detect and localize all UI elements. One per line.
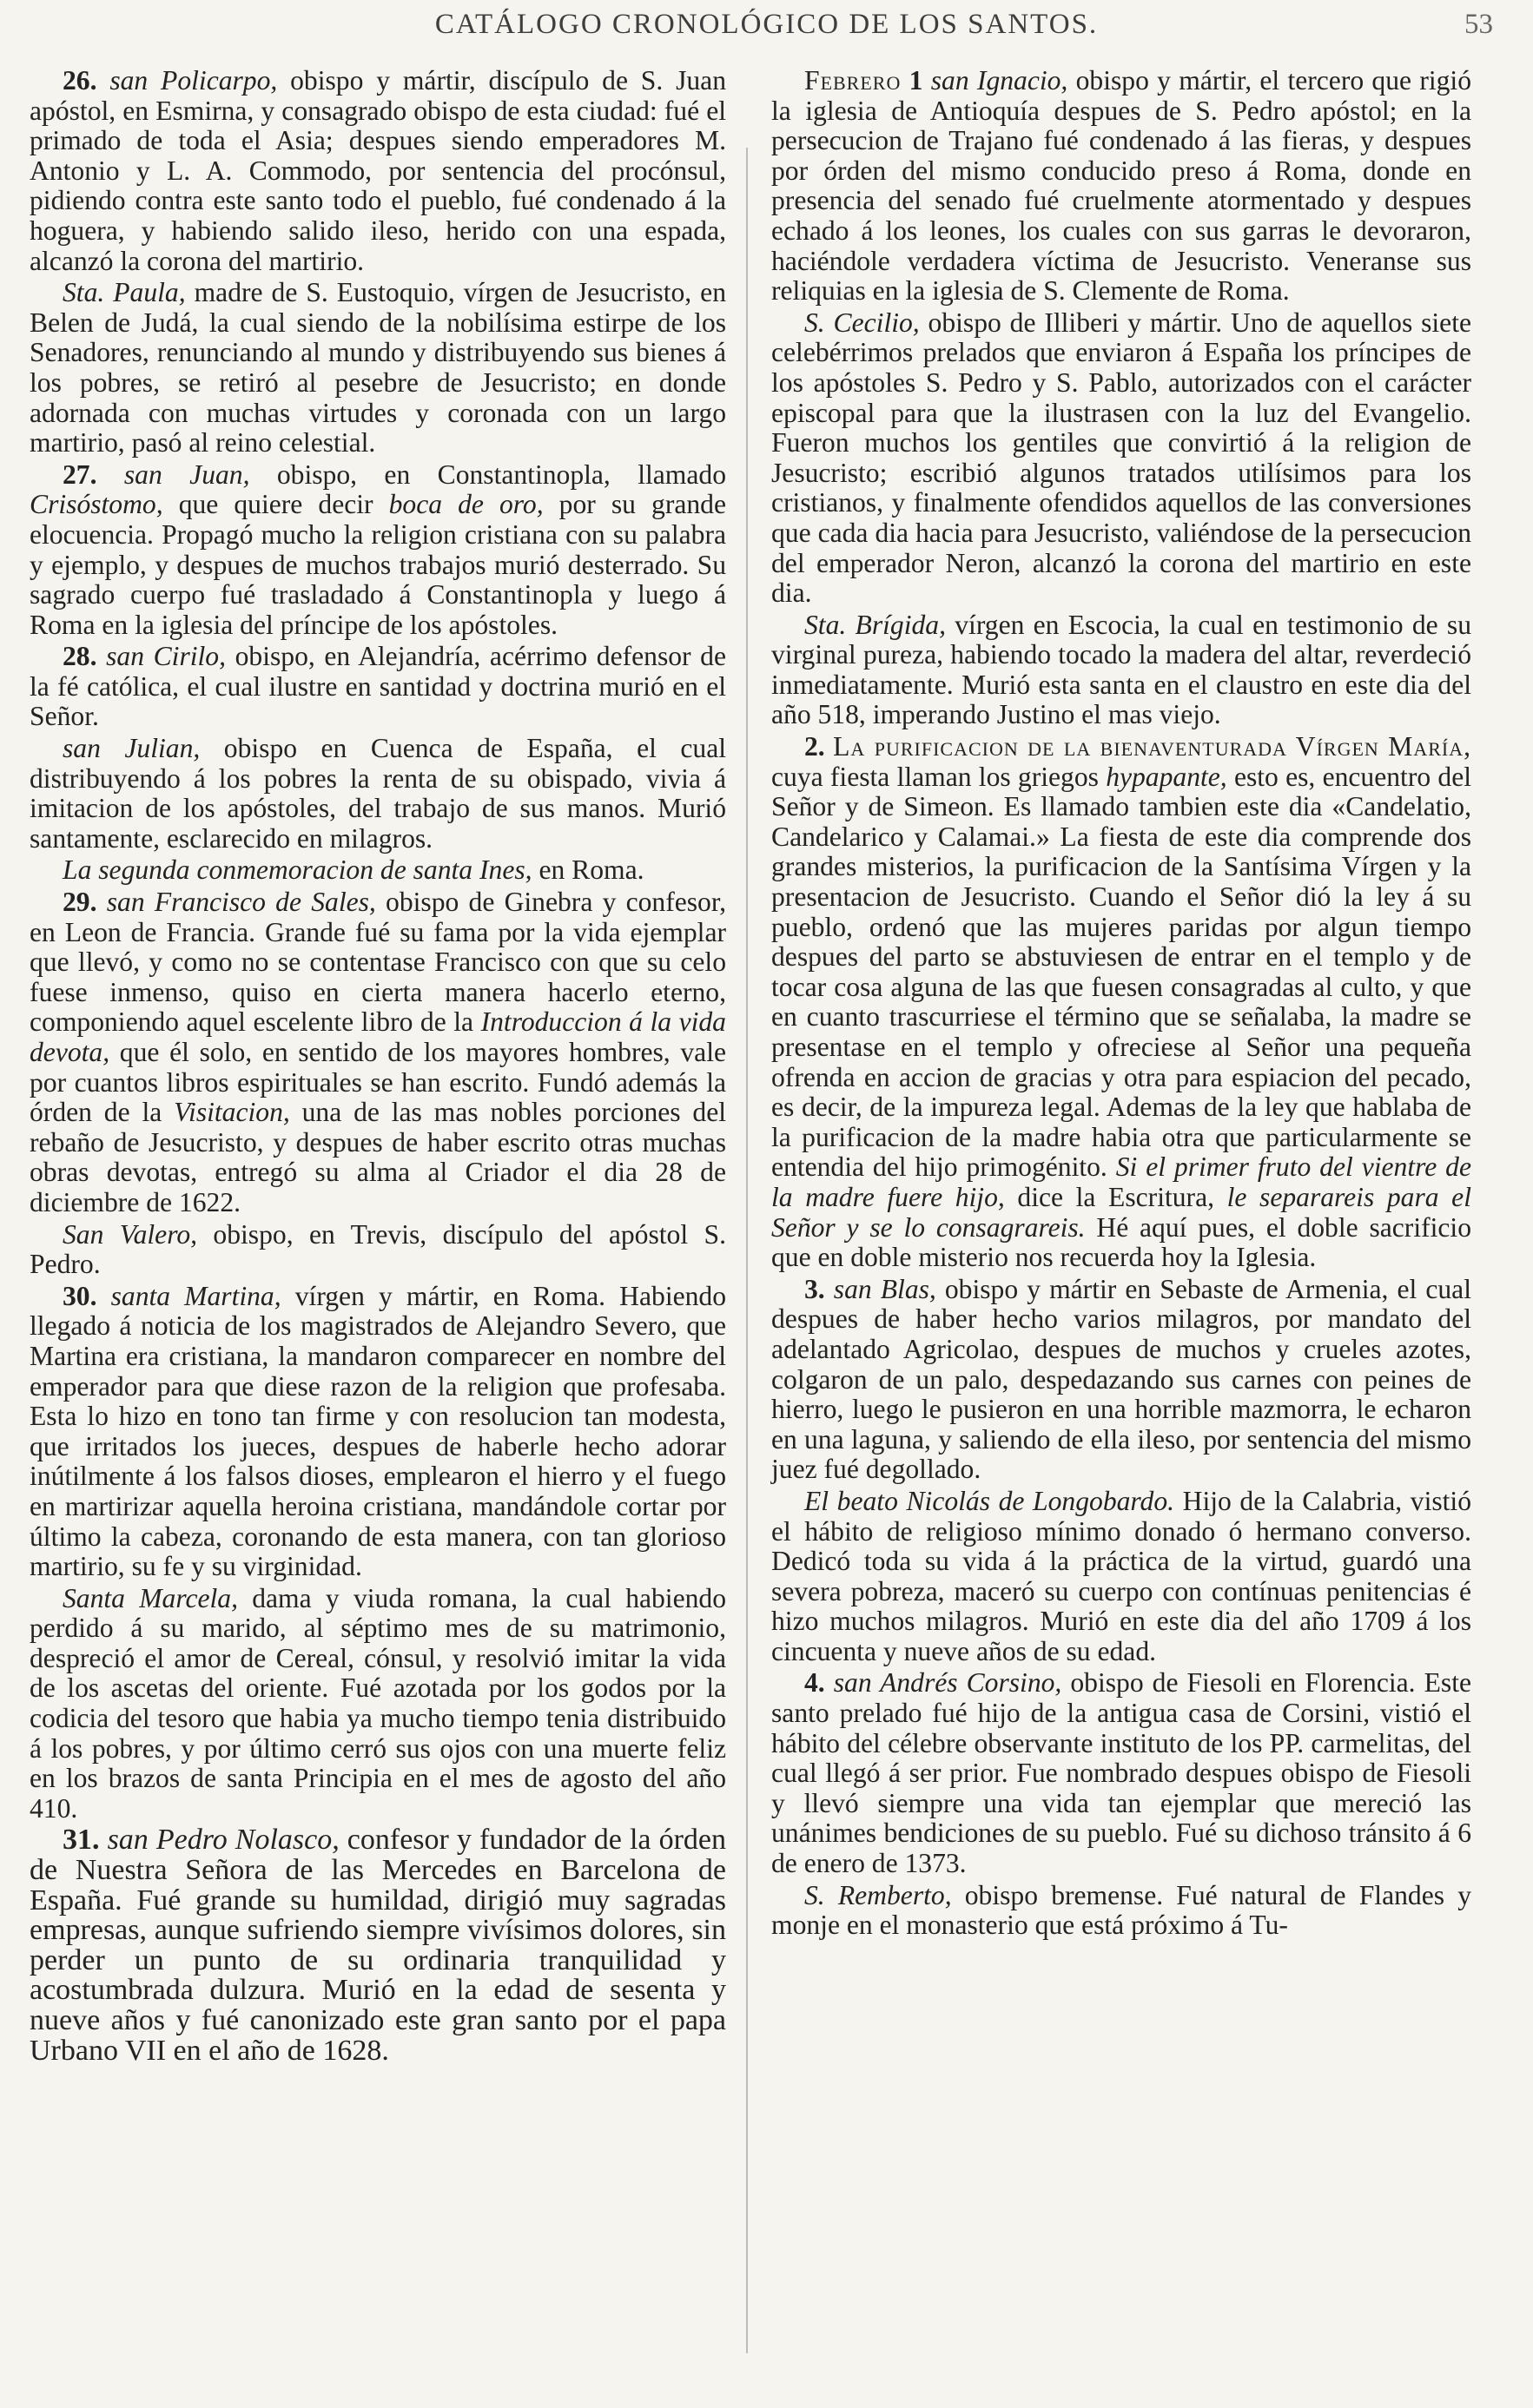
entry-26-policarpo xyxy=(30,66,726,276)
saint-name: La segunda conmemoracion de santa Ines, xyxy=(63,854,532,886)
entry-28-cirilo xyxy=(30,642,726,732)
entry-paula xyxy=(30,278,726,459)
saint-name: S. Remberto, xyxy=(804,1879,952,1910)
page-number: 53 xyxy=(1464,9,1493,40)
saint-name: san Policarpo, xyxy=(109,65,278,96)
saint-name: san Andrés Corsino, xyxy=(833,1667,1062,1699)
entry-text: obispo y mártir en Sebaste de Armenia, el cual despues de haber hecho varios milagros, por mandato del adelantado Agricolao, despues de muchos y crueles azotes, colgaron de un palo, despedazando sus carnes con peines de hierro, luego le pusieron en una horrible mazmorra, le echaron en una laguna, y saliendo de ella ileso, por sentencia del mismo juez fué degollado. xyxy=(771,1273,1471,1485)
entry-text: dice la Escritura, xyxy=(1004,1181,1227,1212)
entry-julian xyxy=(30,734,726,854)
saint-name: Sta. Brígida, xyxy=(804,609,946,640)
entry-brigida xyxy=(771,610,1471,730)
saint-name: san Francisco de Sales, xyxy=(106,887,376,918)
entry-27-juan xyxy=(30,460,726,641)
entry-text: obispo y mártir, el tercero que rigió la iglesia de Antioquía despues de S. Pedro apóstol; en la persecucion de Trajano fué condenado á las fieras, y despues por órden del mismo conducido preso á Roma, donde en presencia del senado fué cruelmente atormentado y despues echado á los leones, los cuales con sus garras le devoraron, haciéndole verdadera víctima de Jesucristo. Veneranse sus reliquias en la iglesia de S. Clemente de Roma. xyxy=(771,65,1472,307)
entry-text: por su grande elocuencia. Propagó mucho la religion cristiana con su palabra y ejemplo, y despues de muchos trabajos murió desterrado. Su sagrado cuerpo fué trasladado á Constantinopla y luego á Roma en la iglesia del príncipe de los apóstoles. xyxy=(30,489,726,640)
entry-feb-1-ignacio xyxy=(771,66,1471,307)
entry-text: obispo de Fiesoli en Florencia. Este santo prelado fué hijo de la antigua casa de Corsini, vistió el hábito del célebre observante instituto de los PP. carmelitas, del cual llegó á ser prior. Fue nombrado despues obispo de Fiesoli y llevó siempre una vida tan ejemplar que mereció las unánimes bendiciones de su pueblo. Fué su dichoso tránsito á 6 de enero de 1373. xyxy=(771,1667,1471,1879)
entry-day-number: 28. xyxy=(63,641,97,672)
entry-valero xyxy=(30,1220,726,1280)
entry-3-blas xyxy=(771,1275,1471,1485)
column-divider xyxy=(746,148,748,2353)
entry-text: obispo, en Constantinopla, llamado xyxy=(249,459,726,490)
entry-text: confesor y fundador de la órden de Nuestra Señora de las Mercedes en Barcelona de España. Fué grande su humildad, dirigió muy sagradas empresas, aunque sufriendo siempre vivísimos dolores, sin perder un punto de su ordinaria tranquilidad y acostumbrada dulzura. Murió en la edad de sesenta y nueve años y fué canonizado este gran santo por el papa Urbano VII en el año de 1628. xyxy=(30,1824,726,2067)
entry-day-number: 30. xyxy=(63,1280,97,1311)
saint-name: Sta. Paula, xyxy=(63,277,186,308)
entry-text: obispo, en Alejandría, acérrimo defensor de la fé católica, el cual ilustre en santidad y doctrina murió en el Señor. xyxy=(30,641,726,732)
entry-day-number: 31. xyxy=(63,1824,100,1857)
entry-text: que quiere decir xyxy=(162,489,389,520)
scripture-quote: le separareis para el Señor y se lo consagrareis. xyxy=(771,1181,1471,1243)
entry-30-martina xyxy=(30,1282,726,1582)
saint-name: san Julian, xyxy=(63,733,201,764)
entry-day-number: 3. xyxy=(804,1273,825,1304)
entry-text: Hé aquí pues, el doble sacrificio que en doble misterio nos recuerda hoy la Iglesia. xyxy=(771,1211,1471,1273)
entry-remberto xyxy=(771,1881,1471,1941)
entry-ines xyxy=(30,855,726,886)
entry-text: vírgen y mártir, en Roma. Habiendo llegado á noticia de los magistrados de Alejandro Severo, que Martina era cristiana, la mandaron comparecer en nombre del emperador para que diese razon de la religion que profesaba. Esta lo hizo en tono tan firme y con resolucion tan modesta, que irritados los jueces, despues de haberle hecho adorar inútilmente á los falsos dioses, emplearon el hierro y el fuego en martirizar aquella heroina cristiana, mandándole cortar por último la cabeza, coronando de esta manera, con tan glorioso martirio, su fe y su virginidad. xyxy=(30,1280,727,1582)
saint-name: El beato Nicolás de Longobardo. xyxy=(804,1485,1175,1516)
entry-text: madre de S. Eustoquio, vírgen de Jesucristo, en Belen de Judá, la cual siendo de la nobilísima estirpe de los Senadores, renunciando al mundo y distribuyendo sus bienes á los pobres, se retiró al pesebre de Jesucristo; en donde adornada con muchas virtudes y coronada con un largo martirio, pasó al reino celestial. xyxy=(30,277,726,459)
saint-name: San Valero, xyxy=(63,1218,198,1250)
entry-text: obispo de Illiberi y mártir. Uno de aquellos siete celebérrimos prelados que enviaron á España los príncipes de los apóstoles S. Pedro y S. Pablo, autorizados con el carácter episcopal para que la ilustrasen con la luz del Evangelio. Fueron muchos los gentiles que convirtió á la religion de Jesucristo; escribió algunos tratados utilísimos para los cristianos, y finalmente ofendidos aquellos de las conversiones que cada dia hacia para Jesucristo, valiéndose de la persecucion del emperador Neron, alcanzó la corona del martirio en este dia. xyxy=(771,307,1471,609)
running-header: CATÁLOGO CRONOLÓGICO DE LOS SANTOS. xyxy=(434,9,1099,40)
saint-name: san Blas, xyxy=(833,1273,936,1304)
entry-text: una de las mas nobles porciones del rebaño de Jesucristo, y despues de haber escrito otras muchas obras devotas, entregó su alma al Criador el dia 28 de diciembre de 1622. xyxy=(30,1097,727,1217)
entry-cecilio xyxy=(771,308,1471,609)
right-column xyxy=(771,66,1471,1943)
entry-day-number: 26. xyxy=(63,65,97,96)
saint-name: Santa Marcela, xyxy=(63,1582,238,1613)
saint-name: S. Cecilio, xyxy=(804,307,920,338)
italic-term: Introduccion á la vida devota, xyxy=(30,1006,726,1067)
entry-nicolas-longobardo xyxy=(771,1487,1471,1667)
italic-term: boca de oro, xyxy=(388,489,544,520)
entry-text: cuya fiesta llaman los griegos xyxy=(771,761,1107,792)
entry-text: Hijo de la Calabria, vistió el hábito de religioso mínimo donado ó hermano converso. Dedicó toda su vida á la práctica de la virtud, guardó una severa pobreza, maceró su cuerpo con contínuas penitencias é hizo muchos milagros. Murió en este dia del año 1709 á los cincuenta y nueve años de su edad. xyxy=(771,1485,1471,1666)
scripture-quote: Si el primer fruto del vientre de la madre fuere hijo, xyxy=(771,1151,1471,1212)
entry-4-andres-corsino xyxy=(771,1668,1471,1878)
italic-term: Crisóstomo, xyxy=(30,489,163,520)
entry-text: obispo y mártir, discípulo de S. Juan apóstol, en Esmirna, y consagrado obispo de esta ciudad: fué el primado de toda el Asia; despues siendo emperadores M. Antonio y L. A. Commodo, por sentencia del procónsul, pidiendo contra este santo todo el pueblo, fué condenado á la hoguera, y habiendo salido ileso, herido con una espada, alcanzó la corona del martirio. xyxy=(30,65,727,276)
entry-29-francisco xyxy=(30,887,726,1218)
entry-day-number: 29. xyxy=(63,887,97,918)
saint-name: san Ignacio, xyxy=(930,65,1068,96)
entry-2-purificacion xyxy=(771,732,1471,1273)
entry-text: vírgen en Escocia, la cual en testimonio de su virginal pureza, habiendo tocado la madera del altar, reverdeció inmediatamente. Murió esta santa en el claustro en este dia del año 518, imperando Justino el mas viejo. xyxy=(771,609,1472,730)
italic-term: hypapante, xyxy=(1106,761,1227,792)
entry-text: obispo bremense. Fué natural de Flandes y monje en el monasterio que está próximo á Tu- xyxy=(771,1879,1471,1941)
saint-name: san Pedro Nolasco, xyxy=(107,1824,340,1857)
entry-marcela xyxy=(30,1584,726,1824)
entry-text: obispo de Ginebra y confesor, en Leon de Francia. Grande fué su fama por la vida ejemplar que llevó, y como no se contentase Francisco con que su celo fuese inmenso, quiso en cierta manera hacerlo eterno, componiendo aquel escelente libro de la xyxy=(30,887,726,1038)
entry-text: que él solo, en sentido de los mayores hombres, vale por cuantos libros espirituales se han escrito. Fundó además la órden de la xyxy=(30,1037,726,1128)
entry-text: obispo en Cuenca de España, el cual distribuyendo á los pobres la renta de su obispado, vivia á imitacion de los apóstoles, del trabajo de sus manos. Murió santamente, esclarecido en milagros. xyxy=(30,733,726,854)
left-column xyxy=(30,66,726,2068)
month-label: Febrero xyxy=(804,65,902,96)
italic-term: Visitacion, xyxy=(174,1097,290,1128)
saint-name: santa Martina, xyxy=(110,1280,281,1311)
entry-day-number: 1 xyxy=(909,65,923,96)
entry-day-number: 2. xyxy=(804,731,825,762)
entry-text: dama y viuda romana, la cual habiendo perdido á su marido, al séptimo mes de su matrimonio, despreció el amor de Cereal, cónsul, y resolvió imitar la vida de los ascetas del oriente. Fué azotada por los godos por la codicia del tesoro que habia ya mucho tiempo tenia distribuido á los pobres, y por último cerró sus ojos con una muerte feliz en los brazos de santa Principia en el mes de agosto del año 410. xyxy=(30,1582,727,1824)
saint-name: san Juan, xyxy=(123,459,250,490)
feast-title: La purificacion de la bienaventurada Vírgen María, xyxy=(833,731,1471,762)
entry-day-number: 4. xyxy=(804,1667,825,1699)
entry-day-number: 27. xyxy=(63,459,97,490)
entry-31-nolasco xyxy=(30,1825,726,2066)
entry-text: esto es, encuentro del Señor y de Simeon. Es llamado tambien este dia «Candelatio, Candelarico y Calamai.» La fiesta de este dia comprende dos grandes misterios, la purificacion de la Santísima Vírgen y la presentacion de Jesucristo. Cuando el Señor dió la ley á su pueblo, ordenó que las mujeres paridas por algun tiempo despues del parto se abstuviesen de entrar en el templo y de tocar cosa alguna de las que fuesen consagradas al culto, y que en cuanto trascurriese el término que se señalaba, la madre se presentase en el templo y ofreciese al Señor una pequeña ofrenda en accion de gracias y otra para espiacion del pecado, es decir, de la impureza legal. Ademas de la ley que hablaba de la purificacion de la madre habia otra que particularmente se entendia del hijo primogénito. xyxy=(771,761,1471,1183)
saint-name: san Cirilo, xyxy=(106,641,227,672)
entry-text: en Roma. xyxy=(532,854,644,886)
entry-text: obispo, en Trevis, discípulo del apóstol S. Pedro. xyxy=(30,1218,726,1280)
